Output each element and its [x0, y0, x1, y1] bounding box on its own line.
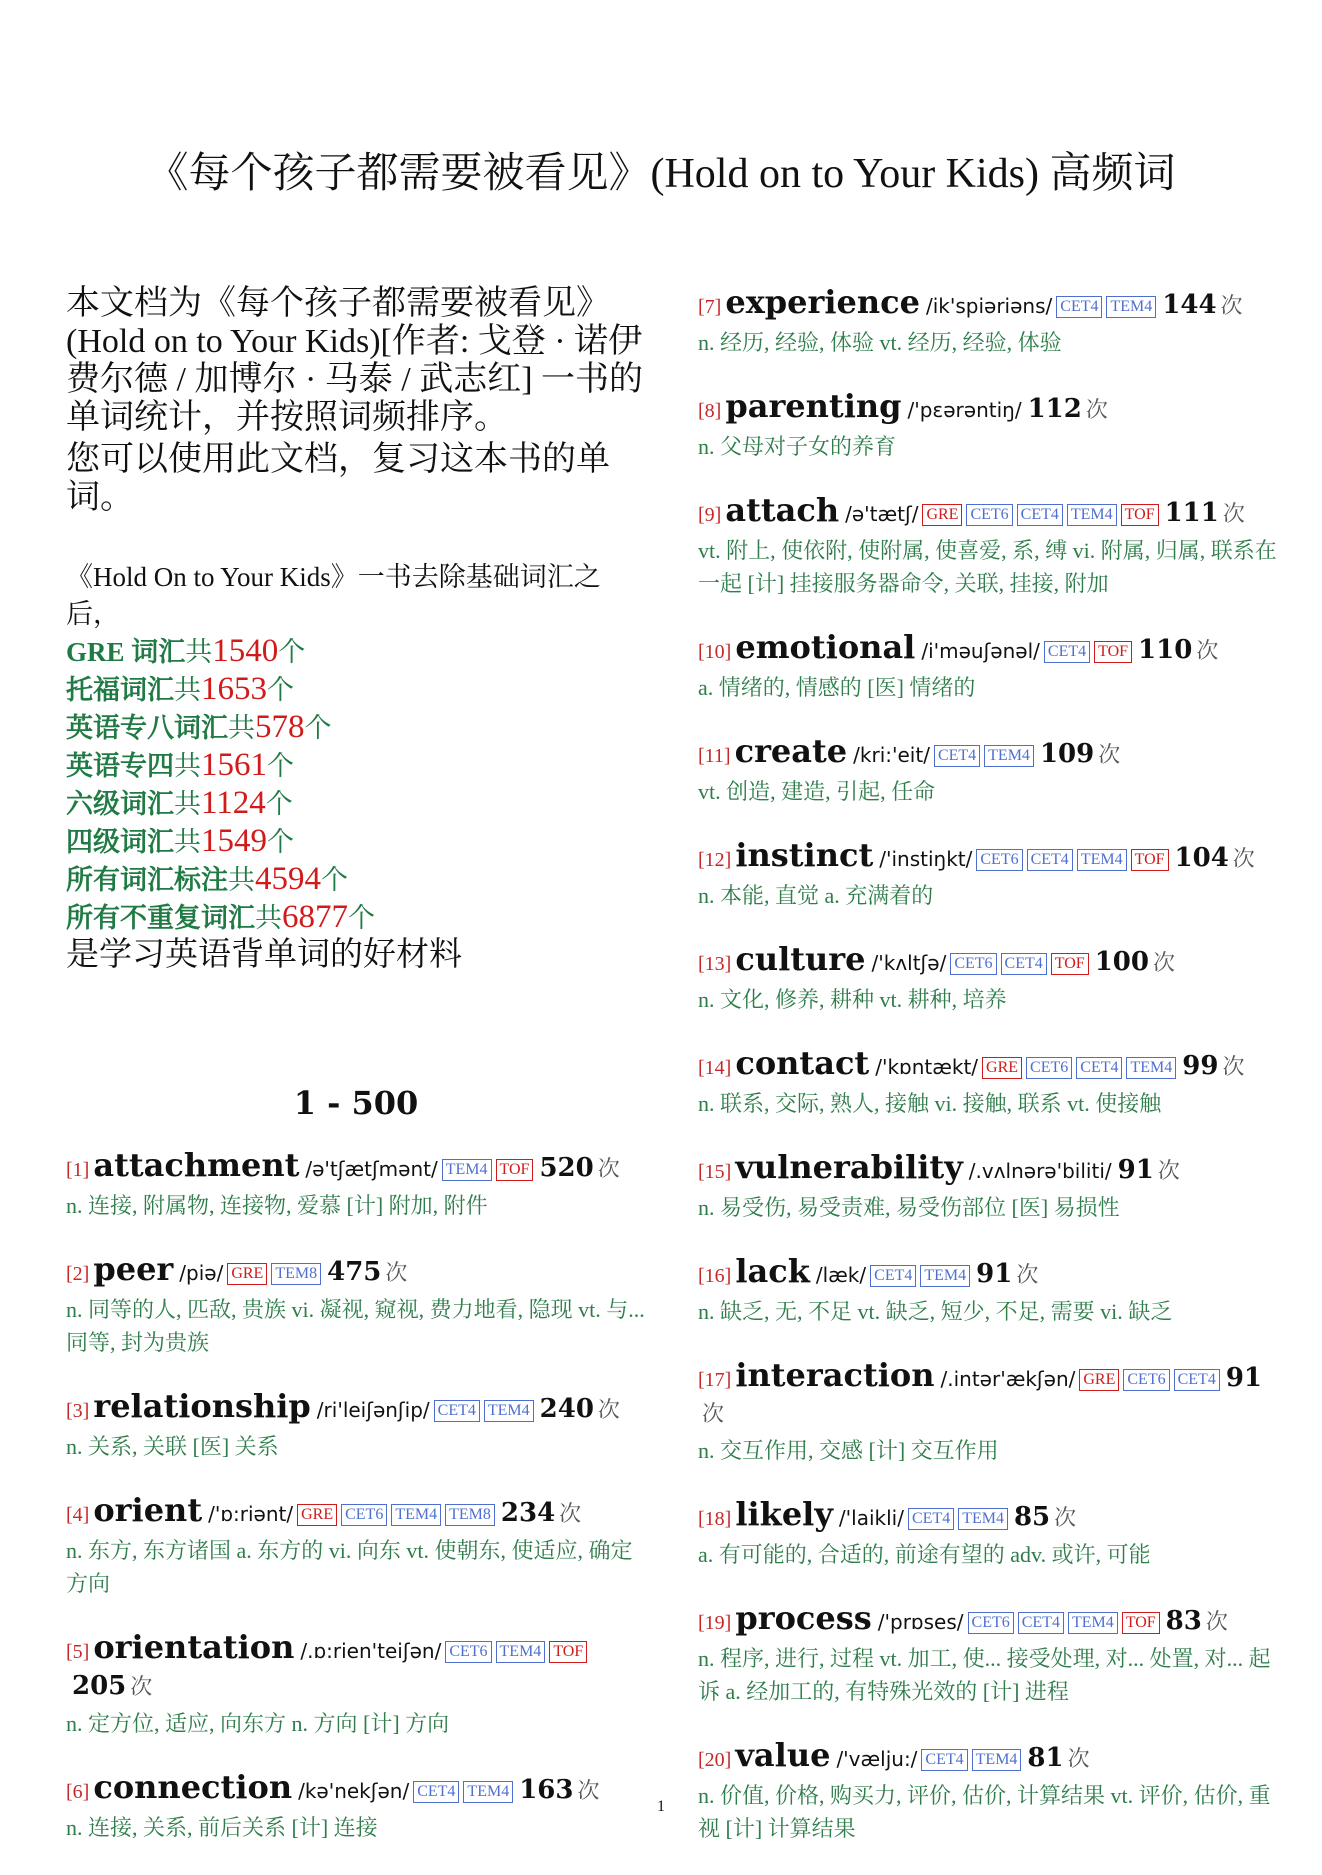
right-column	[698, 285, 1278, 1875]
exam-tag-tem8: TEM8	[445, 1504, 495, 1526]
word-entry	[698, 1150, 1278, 1224]
definition: n. 本能, 直觉 a. 充满着的	[698, 883, 934, 908]
headword: orient	[93, 1491, 203, 1529]
frequency-count: 109	[1039, 739, 1095, 769]
entry-index: [4]	[66, 1504, 90, 1526]
phonetic: /.intər'ækʃən/	[940, 1367, 1076, 1391]
entry-index: [2]	[66, 1263, 90, 1285]
definition: n. 经历, 经验, 体验 vt. 经历, 经验, 体验	[698, 330, 1062, 355]
frequency-count: 83	[1165, 1606, 1202, 1636]
headword: attach	[725, 491, 840, 529]
exam-tag-cet6: CET6	[950, 953, 996, 975]
vocab-summary	[66, 559, 646, 974]
exam-tag-tem4: TEM4	[463, 1781, 513, 1803]
entry-index: [9]	[698, 504, 722, 526]
stat-suffix: 共	[228, 865, 255, 895]
stat-suffix: 共	[255, 903, 282, 933]
summary-closing: 是学习英语背单词的好材料	[66, 937, 462, 973]
stat-unit: 个	[348, 903, 375, 933]
headword: vulnerability	[735, 1148, 963, 1186]
phonetic: /.ɒ:rien'teiʃən/	[300, 1639, 442, 1663]
frequency-unit: 次	[1098, 742, 1121, 767]
frequency-unit: 次	[577, 1778, 600, 1803]
stat-line	[66, 709, 646, 747]
entry-head	[698, 1046, 1278, 1085]
entry-index: [10]	[698, 641, 732, 663]
phonetic: /'pɛərəntiŋ/	[907, 398, 1022, 422]
phonetic: /'vælju:/	[836, 1747, 918, 1771]
word-entry	[698, 1358, 1278, 1467]
exam-tag-cet4: CET4	[1017, 504, 1063, 526]
stat-line	[66, 633, 646, 671]
exam-tag-gre: GRE	[922, 504, 962, 526]
entry-head	[698, 1601, 1278, 1640]
stat-suffix: 共	[174, 827, 201, 857]
exam-tag-tem4: TEM4	[1106, 296, 1156, 318]
definition: n. 程序, 进行, 过程 vt. 加工, 使... 接受处理, 对... 处置, 对... 起诉 a. 经加工的, 有特殊光效的 [计] 进程	[698, 1646, 1271, 1704]
stat-unit: 个	[267, 675, 294, 705]
headword: parenting	[725, 387, 902, 425]
word-entry	[698, 1254, 1278, 1328]
exam-tag-tem4: TEM4	[1077, 849, 1127, 871]
frequency-count: 475	[327, 1257, 382, 1287]
entry-index: [16]	[698, 1265, 732, 1287]
entry-head	[698, 942, 1278, 981]
stat-line	[66, 823, 646, 861]
headword: peer	[93, 1250, 174, 1288]
exam-tag-cet4: CET4	[921, 1749, 967, 1771]
word-list-left	[66, 1148, 646, 1844]
headword: likely	[735, 1495, 833, 1533]
definition: n. 联系, 交际, 熟人, 接触 vi. 接触, 联系 vt. 使接触	[698, 1091, 1162, 1116]
frequency-count: 91	[1117, 1155, 1154, 1185]
phonetic: /.vʌlnərə'biliti/	[968, 1159, 1112, 1183]
stats-list	[66, 633, 646, 937]
frequency-count: 85	[1013, 1502, 1051, 1532]
phonetic: /'laikli/	[838, 1506, 904, 1530]
frequency-unit: 次	[1152, 950, 1175, 975]
word-entry	[698, 838, 1278, 912]
entry-index: [17]	[698, 1369, 732, 1391]
exam-tag-tof: TOF	[1131, 849, 1169, 871]
frequency-unit: 次	[1054, 1505, 1077, 1530]
exam-tag-cet6: CET6	[1123, 1369, 1169, 1391]
definition: n. 价值, 价格, 购买力, 评价, 估价, 计算结果 vt. 评价, 估价, 重视 [计] 计算结果	[698, 1783, 1271, 1841]
frequency-unit: 次	[1196, 638, 1219, 663]
exam-tag-gre: GRE	[297, 1504, 337, 1526]
headword: lack	[735, 1252, 810, 1290]
entry-head	[66, 1389, 646, 1428]
exam-tag-tof: TOF	[1121, 504, 1159, 526]
left-column	[66, 285, 646, 1874]
stat-unit: 个	[265, 789, 293, 819]
headword: value	[735, 1736, 831, 1774]
word-entry	[66, 1148, 646, 1222]
phonetic: /kə'nekʃən/	[298, 1779, 410, 1803]
exam-tag-tem4: TEM4	[496, 1641, 546, 1663]
word-entry	[698, 1497, 1278, 1571]
document-title: 《每个孩子都需要被看见》(Hold on to Your Kids) 高频词	[146, 151, 1176, 197]
frequency-count: 110	[1138, 635, 1193, 665]
exam-tag-cet4: CET4	[1174, 1369, 1220, 1391]
definition: vt. 创造, 建造, 引起, 任命	[698, 779, 936, 804]
frequency-unit: 次	[559, 1501, 582, 1526]
phonetic: /'kʌltʃə/	[871, 951, 947, 975]
frequency-unit: 次	[1016, 1262, 1039, 1287]
exam-tag-tem4: TEM4	[984, 745, 1034, 767]
stat-count: 578	[255, 709, 305, 745]
range-heading: 1 - 500	[293, 1084, 419, 1122]
definition: n. 易受伤, 易受责难, 易受伤部位 [医] 易损性	[698, 1195, 1120, 1220]
entry-head	[66, 1252, 646, 1291]
headword: experience	[725, 283, 920, 321]
frequency-count: 99	[1182, 1051, 1219, 1081]
phonetic: /kri:'eit/	[853, 743, 930, 767]
stat-count: 4594	[255, 861, 321, 897]
exam-tag-cet4: CET4	[934, 745, 980, 767]
exam-tag-cet4: CET4	[1027, 849, 1073, 871]
definition: n. 同等的人, 匹敌, 贵族 vi. 凝视, 窥视, 费力地看, 隐现 vt. 与... 同等, 封为贵族	[66, 1297, 645, 1355]
exam-tag-cet4: CET4	[1044, 641, 1090, 663]
entry-index: [6]	[66, 1781, 90, 1803]
exam-tag-cet6: CET6	[976, 849, 1022, 871]
frequency-unit: 次	[1222, 501, 1245, 526]
phonetic: /piə/	[179, 1261, 224, 1285]
entry-head	[698, 1358, 1278, 1432]
entry-index: [5]	[66, 1641, 90, 1663]
phonetic: /læk/	[815, 1263, 867, 1287]
stat-unit: 个	[267, 827, 294, 857]
exam-tag-cet6: CET6	[341, 1504, 387, 1526]
entry-head	[698, 630, 1278, 669]
headword: emotional	[735, 628, 916, 666]
exam-tag-tof: TOF	[496, 1159, 534, 1181]
frequency-unit: 次	[1205, 1609, 1228, 1634]
word-entry	[698, 942, 1278, 1016]
exam-tag-cet6: CET6	[1026, 1057, 1072, 1079]
entry-head	[698, 1497, 1278, 1536]
stat-unit: 个	[321, 865, 348, 895]
frequency-unit: 次	[1085, 397, 1108, 422]
exam-tag-tem4: TEM4	[1068, 1612, 1118, 1634]
stat-line	[66, 899, 646, 937]
stat-label: 英语专八词汇	[66, 713, 228, 743]
entry-head	[698, 389, 1278, 428]
phonetic: /'instiŋkt/	[879, 847, 973, 871]
headword: contact	[735, 1044, 870, 1082]
stat-label: GRE 词汇	[66, 637, 186, 667]
entry-head	[698, 285, 1278, 324]
entry-head	[698, 838, 1278, 877]
stat-line	[66, 785, 646, 823]
stat-suffix: 共	[174, 751, 201, 781]
stat-label: 四级词汇	[66, 827, 174, 857]
definition: n. 文化, 修养, 耕种 vt. 耕种, 培养	[698, 987, 1007, 1012]
frequency-unit: 次	[1220, 293, 1243, 318]
stat-count: 1540	[212, 633, 279, 669]
phonetic: /ik'spiəriəns/	[925, 294, 1053, 318]
stat-label: 托福词汇	[66, 675, 174, 705]
definition: a. 有可能的, 合适的, 前途有望的 adv. 或许, 可能	[698, 1542, 1151, 1567]
exam-tag-tof: TOF	[549, 1641, 587, 1663]
stat-count: 1653	[201, 671, 267, 707]
phonetic: /i'məuʃənəl/	[921, 639, 1040, 663]
stat-suffix: 共	[228, 713, 255, 743]
entry-head	[66, 1630, 646, 1705]
definition: n. 连接, 关系, 前后关系 [计] 连接	[66, 1815, 378, 1840]
stat-count: 1549	[201, 823, 267, 859]
exam-tag-tem4: TEM4	[1067, 504, 1117, 526]
frequency-unit: 次	[1157, 1158, 1180, 1183]
entry-index: [18]	[698, 1508, 732, 1530]
exam-tag-cet4: CET4	[908, 1508, 954, 1530]
exam-tag-gre: GRE	[1079, 1369, 1119, 1391]
definition: a. 情绪的, 情感的 [医] 情绪的	[698, 675, 976, 700]
phonetic: /'ɒ:riənt/	[208, 1502, 294, 1526]
exam-tag-tem4: TEM4	[920, 1265, 970, 1287]
stat-label: 所有词汇标注	[66, 865, 228, 895]
frequency-unit: 次	[702, 1401, 725, 1426]
headword: instinct	[735, 836, 874, 874]
stat-unit: 个	[304, 713, 332, 743]
entry-head	[698, 734, 1278, 773]
entry-index: [14]	[698, 1057, 732, 1079]
phonetic: /ri'leiʃənʃip/	[316, 1398, 430, 1422]
exam-tag-cet4: CET4	[1056, 296, 1102, 318]
word-entry	[698, 389, 1278, 463]
word-entry	[698, 630, 1278, 704]
headword: interaction	[735, 1356, 935, 1394]
stat-count: 1124	[201, 785, 266, 821]
word-entry	[698, 734, 1278, 808]
word-entry	[698, 285, 1278, 359]
summary-lead: 《Hold On to Your Kids》一书去除基础词汇之后，	[66, 562, 601, 629]
word-list-right	[698, 285, 1278, 1845]
frequency-unit: 次	[385, 1260, 408, 1285]
exam-tag-tof: TOF	[1094, 641, 1132, 663]
frequency-count: 234	[500, 1498, 556, 1528]
headword: culture	[735, 940, 866, 978]
entry-index: [8]	[698, 400, 722, 422]
exam-tag-cet4: CET4	[413, 1781, 459, 1803]
exam-tag-tem4: TEM4	[958, 1508, 1008, 1530]
page-number: 1	[657, 1798, 665, 1815]
headword: process	[735, 1599, 872, 1637]
exam-tag-cet6: CET6	[445, 1641, 491, 1663]
word-entry	[698, 1046, 1278, 1120]
exam-tag-cet6: CET6	[966, 504, 1012, 526]
entry-head	[66, 1148, 646, 1187]
word-entry	[66, 1493, 646, 1600]
frequency-unit: 次	[597, 1156, 620, 1181]
word-entry	[698, 493, 1278, 600]
exam-tag-cet4: CET4	[870, 1265, 916, 1287]
definition: n. 东方, 东方诸国 a. 东方的 vi. 向东 vt. 使朝东, 使适应, 确定方向	[66, 1538, 633, 1596]
phonetic: /ə'tʃætʃmənt/	[305, 1157, 438, 1181]
exam-tag-cet4: CET4	[1076, 1057, 1122, 1079]
entry-index: [13]	[698, 953, 732, 975]
intro-paragraph: 本文档为《每个孩子都需要被看见》(Hold on to Your Kids)[作者: 戈登 · 诺伊费尔德 / 加博尔 · 马泰 / 武志红] 一书的单词统计，并按照词频排序。	[66, 285, 644, 436]
entry-head	[698, 1738, 1278, 1777]
definition: n. 交互作用, 交感 [计] 交互作用	[698, 1438, 999, 1463]
exam-tag-gre: GRE	[227, 1263, 267, 1285]
exam-tag-cet4: CET4	[1001, 953, 1047, 975]
headword: attachment	[93, 1146, 300, 1184]
stat-suffix: 共	[174, 789, 201, 819]
exam-tag-tem4: TEM4	[972, 1749, 1022, 1771]
headword: connection	[93, 1768, 293, 1806]
headword: relationship	[93, 1387, 311, 1425]
frequency-unit: 次	[1067, 1746, 1090, 1771]
headword: orientation	[93, 1628, 295, 1666]
frequency-count: 81	[1027, 1743, 1064, 1773]
frequency-unit: 次	[1222, 1054, 1245, 1079]
entry-head	[698, 1150, 1278, 1189]
exam-tag-tem4: TEM4	[1126, 1057, 1176, 1079]
stat-suffix: 共	[185, 637, 213, 667]
exam-tag-tem8: TEM8	[271, 1263, 321, 1285]
stat-count: 1561	[201, 747, 267, 783]
intro-review-note: 您可以使用此文档，复习这本书的单词。	[66, 441, 610, 516]
exam-tag-cet4: CET4	[1018, 1612, 1064, 1634]
word-entry	[698, 1738, 1278, 1845]
frequency-count: 163	[519, 1775, 574, 1805]
frequency-count: 240	[539, 1394, 594, 1424]
definition: n. 关系, 关联 [医] 关系	[66, 1434, 279, 1459]
definition: n. 父母对子女的养育	[698, 434, 897, 459]
phonetic: /ə'tætʃ/	[845, 502, 919, 526]
definition: n. 定方位, 适应, 向东方 n. 方向 [计] 方向	[66, 1711, 450, 1736]
entry-index: [11]	[698, 745, 731, 767]
stat-count: 6877	[282, 899, 348, 935]
entry-index: [12]	[698, 849, 732, 871]
frequency-count: 100	[1094, 947, 1149, 977]
phonetic: /'prɒses/	[877, 1610, 964, 1634]
entry-head	[66, 1493, 646, 1532]
stat-unit: 个	[278, 637, 306, 667]
headword: create	[734, 732, 848, 770]
exam-tag-cet4: CET4	[434, 1400, 480, 1422]
exam-tag-tof: TOF	[1051, 953, 1089, 975]
frequency-count: 91	[1225, 1363, 1262, 1393]
stat-line	[66, 747, 646, 785]
frequency-count: 520	[539, 1153, 594, 1183]
stat-unit: 个	[267, 751, 294, 781]
word-entry	[66, 1630, 646, 1740]
exam-tag-gre: GRE	[982, 1057, 1022, 1079]
frequency-count: 104	[1174, 843, 1229, 873]
frequency-unit: 次	[1232, 846, 1255, 871]
entry-index: [20]	[698, 1749, 732, 1771]
entry-index: [15]	[698, 1161, 732, 1183]
frequency-unit: 次	[597, 1397, 620, 1422]
exam-tag-tem4: TEM4	[442, 1159, 492, 1181]
word-entry	[698, 1601, 1278, 1708]
entry-head	[698, 493, 1278, 532]
exam-tag-cet6: CET6	[968, 1612, 1014, 1634]
exam-tag-tem4: TEM4	[391, 1504, 441, 1526]
entry-index: [3]	[66, 1400, 90, 1422]
frequency-count: 205	[72, 1671, 127, 1701]
phonetic: /'kɒntækt/	[875, 1055, 979, 1079]
entry-index: [1]	[66, 1159, 90, 1181]
frequency-count: 112	[1027, 394, 1082, 424]
stat-label: 所有不重复词汇	[66, 903, 255, 933]
frequency-unit: 次	[130, 1674, 153, 1699]
entry-index: [19]	[698, 1612, 732, 1634]
stat-line	[66, 861, 646, 899]
entry-head	[698, 1254, 1278, 1293]
stat-line	[66, 671, 646, 709]
frequency-count: 144	[1162, 290, 1217, 320]
definition: n. 连接, 附属物, 连接物, 爱慕 [计] 附加, 附件	[66, 1193, 488, 1218]
stat-label: 六级词汇	[66, 789, 174, 819]
definition: vt. 附上, 使依附, 使附属, 使喜爱, 系, 缚 vi. 附属, 归属, 联系在一起 [计] 挂接服务器命令, 关联, 挂接, 附加	[698, 538, 1277, 596]
stat-suffix: 共	[174, 675, 201, 705]
entry-index: [7]	[698, 296, 722, 318]
frequency-count: 91	[976, 1259, 1013, 1289]
exam-tag-tem4: TEM4	[484, 1400, 534, 1422]
word-entry	[66, 1252, 646, 1359]
stat-label: 英语专四	[66, 751, 174, 781]
word-entry	[66, 1389, 646, 1463]
definition: n. 缺乏, 无, 不足 vt. 缺乏, 短少, 不足, 需要 vi. 缺乏	[698, 1299, 1173, 1324]
exam-tag-tof: TOF	[1122, 1612, 1160, 1634]
frequency-count: 111	[1164, 498, 1219, 528]
